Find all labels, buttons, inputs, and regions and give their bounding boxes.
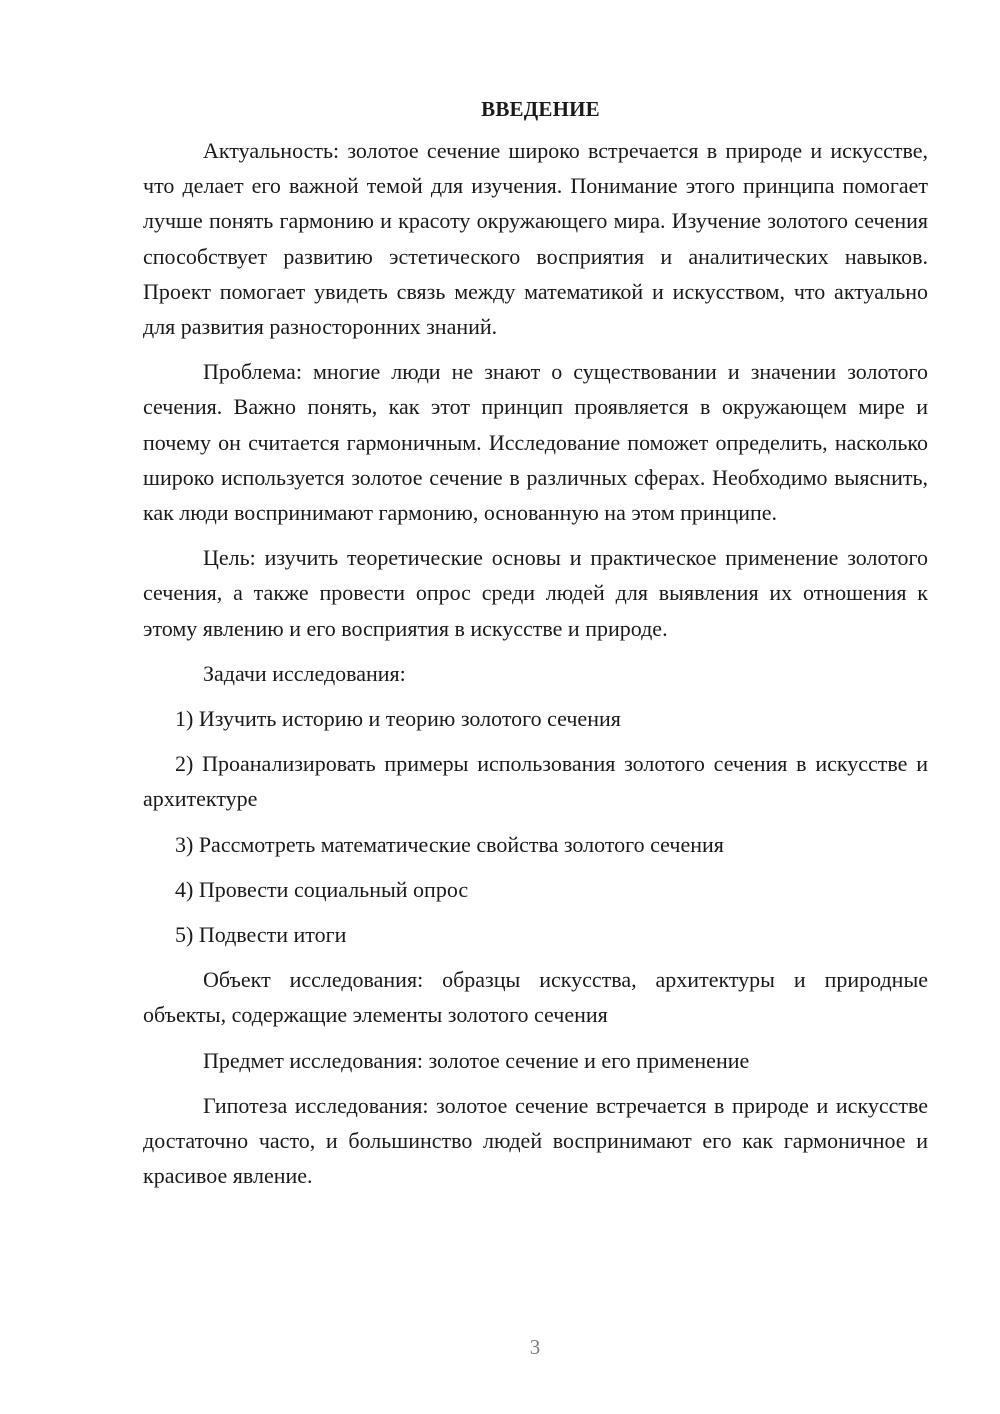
task-item-4: 4) Провести социальный опрос [175,876,469,902]
relevance-paragraph: Актуальность: золотое сечение широко встречается в природе и искусстве, что делает его важной темой для изучения. Понимание этого принципа помогает лучше понять гармонию и красоту окружающего мира. Изучение золотого сечения способствует развитию эстетического восприятия и аналитических навыков. Проект помогает увидеть связь между математикой и искусством, что актуально для развития разносторонних знаний. [143,138,928,340]
section-heading: ВВЕДЕНИЕ [481,97,600,121]
task-item-5: 5) Подвести итоги [175,922,347,948]
hypothesis-paragraph: Гипотеза исследования: золотое сечение встречается в природе и искусстве достаточно часто, и большинство людей воспринимают его как гармоничное и красивое явление. [143,1092,928,1189]
task-item-3: 3) Рассмотреть математические свойства золотого сечения [175,831,724,857]
object-paragraph: Объект исследования: образцы искусства, архитектуры и природные объекты, содержащие элементы золотого сечения [143,967,928,1028]
tasks-heading: Задачи исследования: [203,660,406,686]
subject-paragraph: Предмет исследования: золотое сечение и его применение [203,1047,750,1073]
problem-paragraph: Проблема: многие люди не знают о существовании и значении золотого сечения. Важно понять, как этот принцип проявляется в окружающем мире и почему он считается гармоничным. Исследование поможет определить, насколько широко используется золотое сечение в различных сферах. Необходимо выяснить, как люди воспринимают гармонию, основанную на этом принципе. [143,359,928,526]
task-item-2: 2) Проанализировать примеры использования золотого сечения в искусстве и архитектуре [143,751,928,812]
task-item-1: 1) Изучить историю и теорию золотого сечения [175,706,621,732]
goal-paragraph: Цель: изучить теоретические основы и практическое применение золотого сечения, а также провести опрос среди людей для выявления их отношения к этому явлению и его восприятия в искусстве и природе. [143,545,928,641]
document-page [143,92,928,1193]
page-number: 3 [529,1335,541,1359]
